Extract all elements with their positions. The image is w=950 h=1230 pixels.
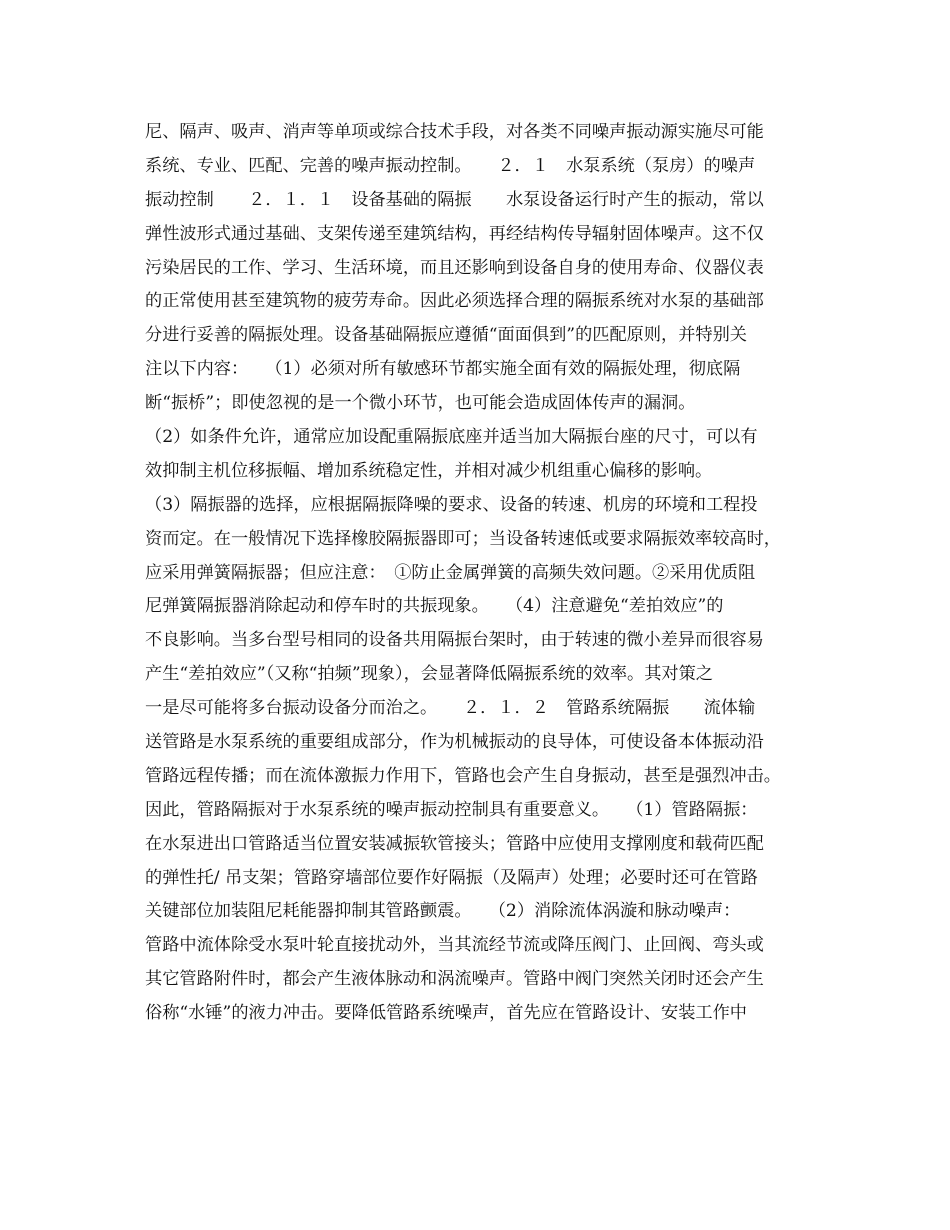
text-line-15: 尼弹簧隔振器消除起动和停车时的共振现象。 （4）注意避免“差拍效应”的 xyxy=(145,596,724,617)
text-line-4: 弹性波形式通过基础、支架传递至建筑结构，再经结构传导辐射固体噪声。这不仅 xyxy=(145,223,764,244)
text-line-14: 应采用弹簧隔振器；但应注意： ①防止金属弹簧的高频失效问题。②采用优质阻 xyxy=(145,562,756,583)
text-line-19: 送管路是水泵系统的重要组成部分，作为机械振动的良导体，可使设备本体振动沿 xyxy=(145,732,764,753)
text-line-20: 管路远程传播；而在流体激振力作用下，管路也会产生自身振动，甚至是强烈冲击。 xyxy=(145,765,781,786)
text-line-10: （2）如条件允许，通常应加设配重隔振底座并适当加大隔振台座的尺寸，可以有 xyxy=(145,427,758,448)
text-line-2: 系统、专业、匹配、完善的噪声振动控制。 ２．１ 水泵系统（泵房）的噪声 xyxy=(145,155,756,176)
text-line-16: 不良影响。当多台型号相同的设备共用隔振台架时，由于转速的微小差异而很容易 xyxy=(145,630,764,651)
text-line-18: 一是尽可能将多台振动设备分而治之。 ２．１．２ 管路系统隔振 流体输 xyxy=(145,698,756,719)
text-line-25: 管路中流体除受水泵叶轮直接扰动外，当其流经节流或降压阀门、止回阀、弯头或 xyxy=(145,935,764,956)
text-line-9: 断“振桥”；即使忽视的是一个微小环节，也可能会造成固体传声的漏洞。 xyxy=(145,393,696,414)
body-text xyxy=(145,116,825,1031)
text-line-21: 因此，管路隔振对于水泵系统的噪声振动控制具有重要意义。 （1）管路隔振： xyxy=(145,799,758,820)
text-line-27: 俗称“水锤”的液力冲击。要降低管路系统噪声，首先应在管路设计、安装工作中 xyxy=(145,1003,747,1024)
text-line-5: 污染居民的工作、学习、生活环境，而且还影响到设备自身的使用寿命、仪器仪表 xyxy=(145,257,764,278)
text-line-12: （3）隔振器的选择，应根据隔振降噪的要求、设备的转速、机房的环境和工程投 xyxy=(145,494,758,515)
text-line-3: 振动控制 ２．１．１ 设备基础的隔振 水泵设备运行时产生的振动，常以 xyxy=(145,189,764,210)
text-line-6: 的正常使用甚至建筑物的疲劳寿命。因此必须选择合理的隔振系统对水泵的基础部 xyxy=(145,291,764,312)
text-line-26: 其它管路附件时，都会产生液体脉动和涡流噪声。管路中阀门突然关闭时还会产生 xyxy=(145,969,764,990)
text-line-8: 注以下内容： （1）必须对所有敏感环节都实施全面有效的隔振处理，彻底隔 xyxy=(145,359,741,380)
text-line-7: 分进行妥善的隔振处理。设备基础隔振应遵循“面面俱到”的匹配原则，并特别关 xyxy=(145,325,747,346)
text-line-17: 产生“差拍效应”（又称“拍频”现象），会显著降低隔振系统的效率。其对策之 xyxy=(145,664,713,685)
text-line-13: 资而定。在一般情况下选择橡胶隔振器即可；当设备转速低或要求隔振效率较高时， xyxy=(145,528,781,549)
text-line-23: 的弹性托/ 吊支架；管路穿墙部位要作好隔振（及隔声）处理；必要时还可在管路 xyxy=(145,867,758,888)
text-line-24: 关键部位加装阻尼耗能器抑制其管路颤震。 （2）消除流体涡漩和脉动噪声： xyxy=(145,901,741,922)
text-line-1: 尼、隔声、吸声、消声等单项或综合技术手段，对各类不同噪声振动源实施尽可能 xyxy=(145,122,764,142)
text-line-11: 效抑制主机位移振幅、增加系统稳定性，并相对减少机组重心偏移的影响。 xyxy=(145,460,713,481)
text-line-22: 在水泵进出口管路适当位置安装减振软管接头；管路中应使用支撑刚度和载荷匹配 xyxy=(145,833,764,854)
